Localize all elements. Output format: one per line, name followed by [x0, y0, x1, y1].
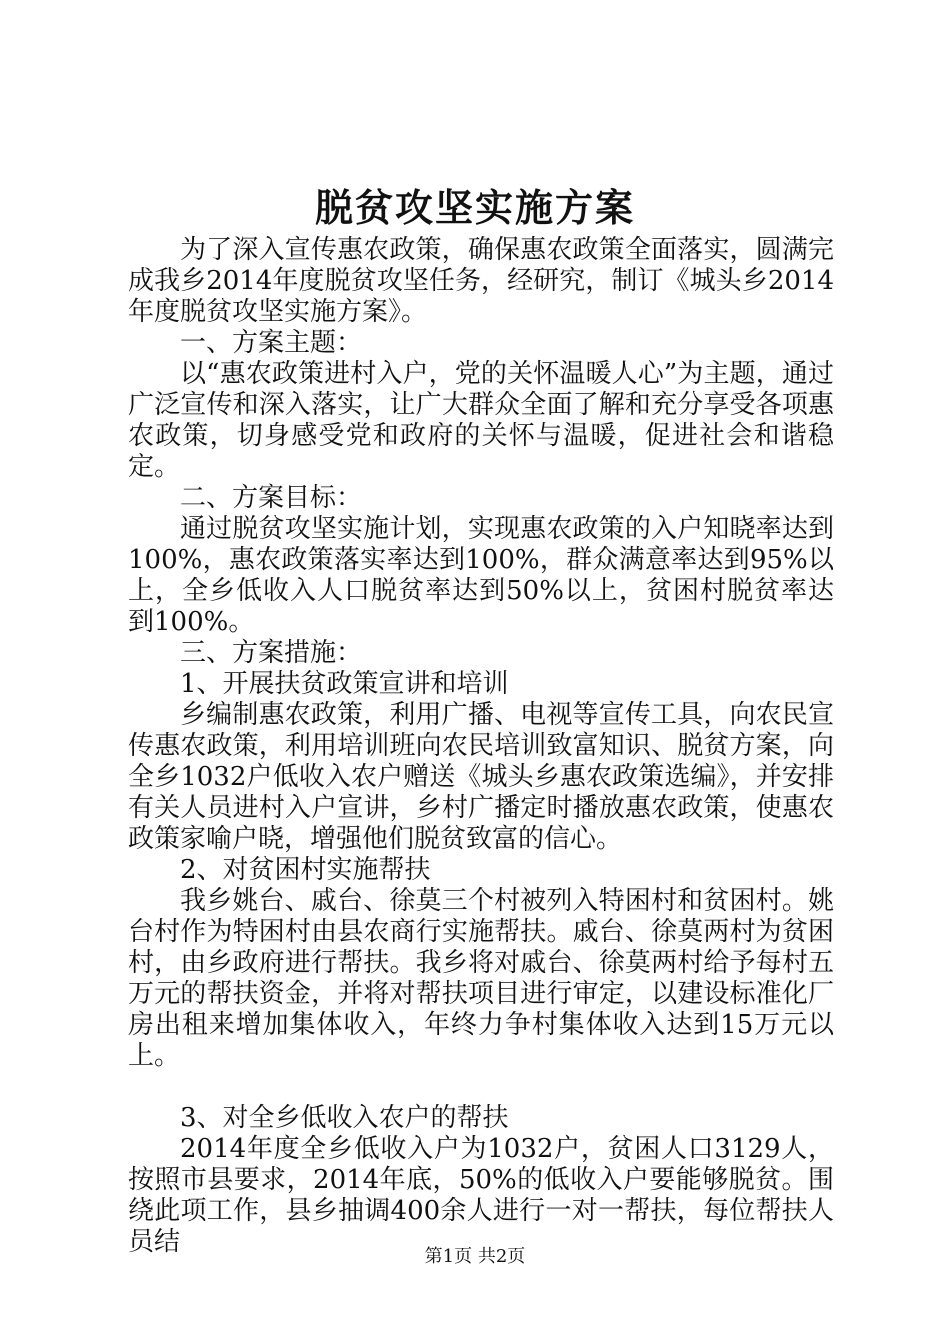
document-body — [128, 235, 834, 1258]
goals-paragraph: 通过脱贫攻坚实施计划，实现惠农政策的入户知晓率达到100%，惠农政策落实率达到100%，群众满意率达到95%以上，全乡低收入人口脱贫率达到50%以上，贫困村脱贫率达到100%。 — [128, 514, 834, 637]
subheading-measure-1: 1、开展扶贫政策宣讲和培训 — [180, 669, 509, 699]
measure-2-paragraph: 我乡姚台、戚台、徐莫三个村被列入特困村和贫困村。姚台村作为特困村由县农商行实施帮扶。戚台、徐莫两村为贫困村，由乡政府进行帮扶。我乡将对戚台、徐莫两村给予每村五万元的帮扶资金，并将对帮扶项目进行审定，以建设标准化厂房出租来增加集体收入，年终力争村集体收入达到15万元以上。 — [128, 886, 834, 1071]
section-heading-theme: 一、方案主题： — [180, 328, 363, 358]
section-heading-measures: 三、方案措施： — [180, 638, 363, 668]
theme-paragraph: 以“惠农政策进村入户，党的关怀温暖人心”为主题，通过广泛宣传和深入落实，让广大群众全面了解和充分享受各项惠农政策，切身感受党和政府的关怀与温暖，促进社会和谐稳定。 — [128, 359, 834, 482]
document-title: 脱贫攻坚实施方案 — [314, 185, 635, 230]
subheading-measure-3: 3、对全乡低收入农户的帮扶 — [180, 1103, 509, 1133]
subheading-measure-2: 2、对贫困村实施帮扶 — [180, 855, 431, 885]
section-heading-goals: 二、方案目标： — [180, 483, 363, 513]
intro-paragraph: 为了深入宣传惠农政策，确保惠农政策全面落实，圆满完成我乡2014年度脱贫攻坚任务，经研究，制订《城头乡2014年度脱贫攻坚实施方案》。 — [128, 235, 834, 327]
page-footer: 第1页 共2页 — [424, 1246, 526, 1267]
measure-3-paragraph: 2014年度全乡低收入户为1032户，贫困人口3129人，按照市县要求，2014年底，50%的低收入户要能够脱贫。围绕此项工作，县乡抽调400余人进行一对一帮扶，每位帮扶人员结 — [128, 1134, 834, 1257]
measure-1-paragraph: 乡编制惠农政策，利用广播、电视等宣传工具，向农民宣传惠农政策，利用培训班向农民培训致富知识、脱贫方案，向全乡1032户低收入农户赠送《城头乡惠农政策选编》，并安排有关人员进村入户宣讲，乡村广播定时播放惠农政策，使惠农政策家喻户晓，增强他们脱贫致富的信心。 — [128, 700, 834, 854]
